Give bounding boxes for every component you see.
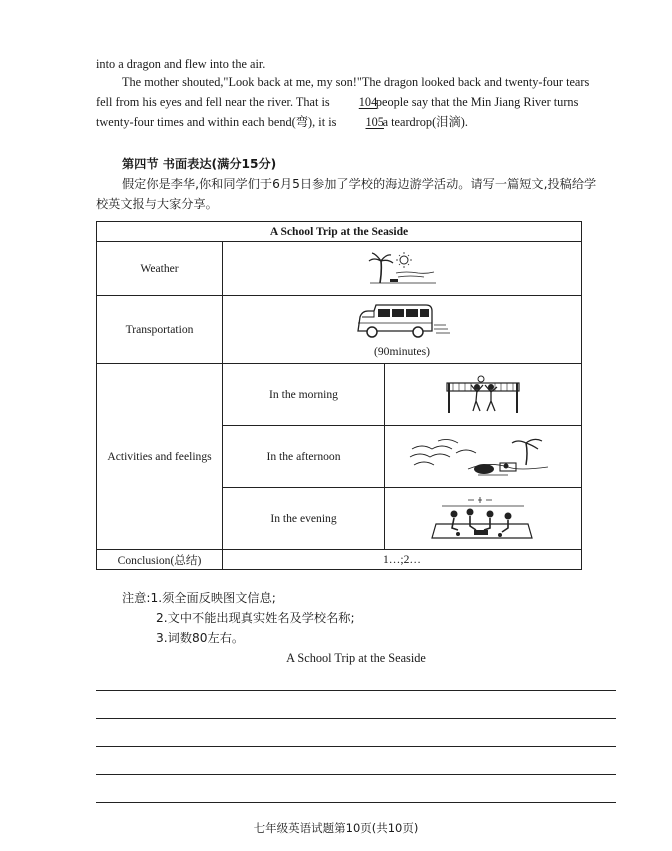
conclusion-label: Conclusion(总结): [97, 550, 223, 570]
passage-text-mid: people say that the Min Jiang River turns twenty-four times and within each bend(弯), it is: [96, 95, 579, 129]
passage-text-post: a teardrop(泪滴).: [382, 115, 468, 129]
passage-text-1: into a dragon and flew into the air.: [96, 57, 266, 71]
writing-line-4[interactable]: [96, 774, 616, 775]
blank-104[interactable]: 104: [358, 95, 378, 109]
table-title: A School Trip at the Seaside: [97, 222, 582, 242]
weather-cell: [223, 242, 582, 296]
note-1: 注意:1.须全面反映图文信息;: [122, 591, 276, 605]
activities-label: Activities and feelings: [97, 364, 223, 550]
transport-label: Transportation: [97, 296, 223, 364]
morning-cell: [385, 364, 582, 426]
note-2: 2.文中不能出现真实姓名及学校名称;: [156, 611, 355, 625]
writing-line-3[interactable]: [96, 746, 616, 747]
transport-note: (90minutes): [374, 345, 431, 358]
section-prompt: 假定你是李华,你和同学们于6月5日参加了学校的海边游学活动。请写一篇短文,投稿给学校英文报与大家分享。: [96, 177, 597, 211]
evening-label: In the evening: [223, 488, 385, 550]
blank-105[interactable]: 105: [365, 115, 384, 129]
sunny-beach-weather-icon: [366, 251, 438, 287]
essay-title-text: A School Trip at the Seaside: [286, 651, 426, 665]
morning-label: In the morning: [223, 364, 385, 426]
transport-cell: [223, 296, 582, 364]
writing-line-1[interactable]: [96, 690, 616, 691]
writing-line-5[interactable]: [96, 802, 616, 803]
weather-label: Weather: [97, 242, 223, 296]
afternoon-cell: [385, 426, 582, 488]
evening-cell: [385, 488, 582, 550]
passage-line-1: [96, 54, 608, 74]
sunbathing-beach-icon: [408, 435, 558, 479]
note-3: 3.词数80左右。: [156, 631, 245, 645]
page-footer: 七年级英语试题第10页(共10页): [253, 821, 419, 835]
section-title: 第四节 书面表达(满分15分): [122, 157, 277, 171]
essay-title: [96, 648, 616, 668]
passage-text-pre-104: The mother shouted,"Look back at me, my son!"The dragon looked back and twenty-four tears fell from his eyes and fell near the river. That is: [96, 75, 590, 109]
passage-paragraph: [96, 72, 608, 132]
afternoon-label: In the afternoon: [223, 426, 385, 488]
beach-volleyball-icon: [443, 375, 523, 415]
conclusion-value: 1…;2…: [223, 550, 582, 570]
writing-line-2[interactable]: [96, 718, 616, 719]
info-table: [96, 221, 582, 570]
bus-icon: [352, 301, 452, 341]
beach-picnic-icon: [428, 496, 538, 542]
